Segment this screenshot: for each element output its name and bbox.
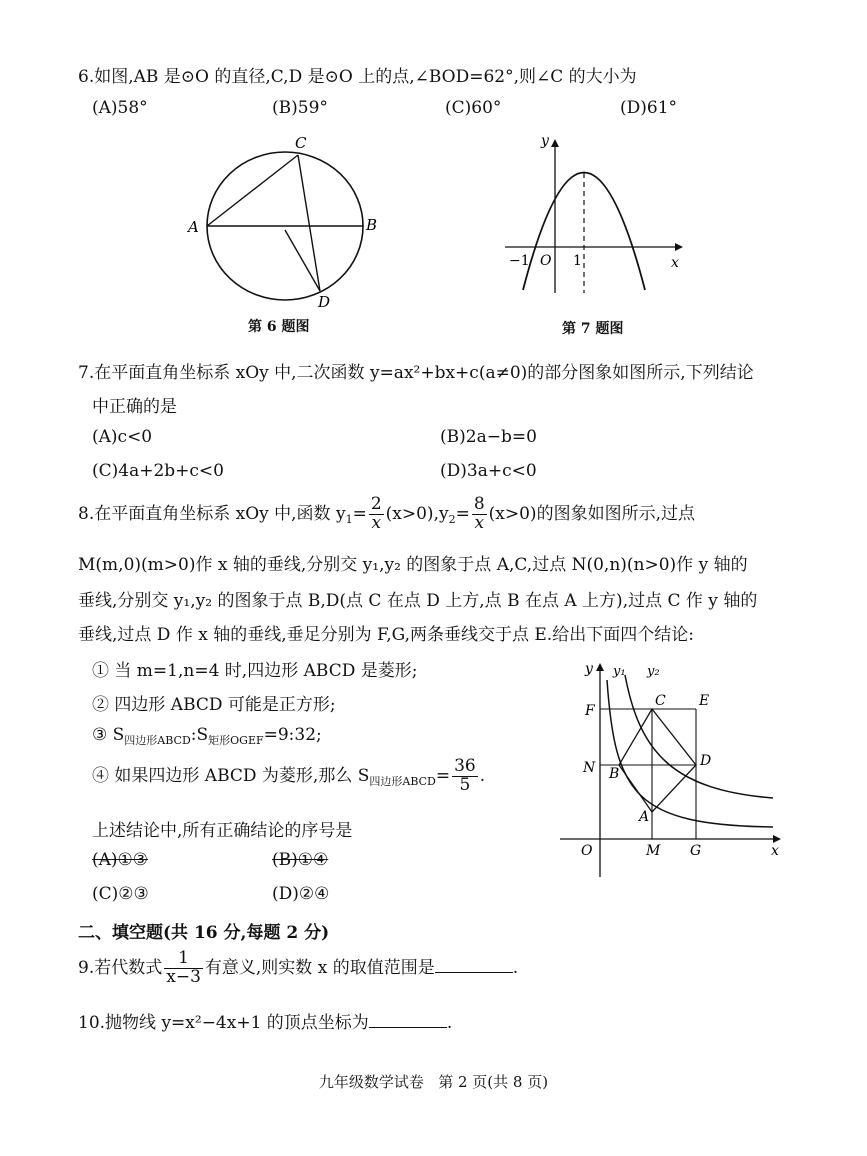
y-axis-arrow [596, 663, 604, 671]
q8-option-b[interactable] [272, 850, 328, 870]
q8-option-a[interactable] [92, 850, 148, 870]
q8-option-c[interactable]: (C)②③ [92, 884, 149, 904]
q8-stem-line4: 垂线,过点 D 作 x 轴的垂线,垂足分别为 F,G,两条垂线交于点 E.给出下面四个结论: [78, 625, 694, 645]
q6-option-a[interactable]: (A)58° [92, 98, 148, 118]
chord-ac [207, 155, 298, 226]
q8-line1-a: 8.在平面直角坐标系 xOy 中,函数 y [78, 503, 346, 524]
q10-pre: 10.抛物线 y=x²−4x+1 的顶点坐标为 [78, 1013, 369, 1033]
page-footer: 九年级数学试卷 第 2 页(共 8 页) [318, 1073, 549, 1091]
q8-c3-sub1: 四边形ABCD [124, 734, 191, 747]
q8-c3-a: ③ S [92, 725, 125, 745]
label-y1: y₁ [613, 664, 626, 679]
label-c: C [295, 134, 307, 152]
q8-c3-b: :S [190, 725, 209, 745]
label-y: y [585, 661, 593, 677]
q8-line1-b: (x>0),y [385, 503, 449, 524]
label-y: y [541, 133, 549, 149]
label-e: E [699, 693, 710, 709]
label-c: C [655, 693, 666, 709]
q10-line [78, 1008, 452, 1033]
q10-answer-blank[interactable] [369, 1013, 447, 1028]
x-axis-arrow [675, 243, 683, 251]
q8-line1-c: (x>0)的图象如图所示,过点 [488, 503, 695, 524]
q8-fraction-36-over-5 [452, 758, 478, 795]
q8-option-b-label: (B)①④ [272, 850, 329, 870]
label-g: G [690, 843, 702, 859]
q8-c4-a: ④ 如果四边形 ABCD 为菱形,那么 S [92, 765, 370, 786]
label-d: D [700, 753, 712, 769]
q7-stem-line2: 中正确的是 [92, 397, 177, 417]
label-x: x [771, 843, 779, 859]
q6-option-c[interactable]: (C)60° [445, 98, 502, 118]
label-n: N [583, 760, 596, 776]
q9-pre: 9.若代数式 [78, 957, 163, 978]
q8-conclusion-1: ① 当 m=1,n=4 时,四边形 ABCD 是菱形; [92, 661, 418, 681]
label-b: B [366, 216, 378, 234]
q8-conclusion-3 [92, 725, 322, 748]
q9-den: x−3 [166, 966, 201, 987]
q9-answer-blank[interactable] [435, 958, 513, 973]
q7-parabola-figure [495, 125, 695, 295]
label-a: A [188, 218, 199, 236]
q8-frac2-num: 8 [473, 494, 485, 514]
q9-end: . [512, 957, 519, 978]
q8-frac1-den: x [371, 512, 382, 533]
q8-sub-y2: 2 [448, 512, 456, 526]
q8-hyperbola-figure [555, 655, 785, 880]
label-x: x [671, 255, 679, 271]
q8-c4-num: 36 [454, 756, 476, 776]
label-o: O [581, 843, 593, 859]
q7-option-b[interactable]: (B)2a−b=0 [440, 427, 537, 447]
q8-stem-line3: 垂线,分别交 y₁,y₂ 的图象于点 B,D(点 C 在点 D 上方,点 B 在点 A 上方),过点 C 作 y 轴的 [78, 591, 758, 611]
q7-stem-line1: 7.在平面直角坐标系 xOy 中,二次函数 y=ax²+bx+c(a≠0)的部分图象如图所示,下列结论 [78, 363, 754, 383]
q8-ask: 上述结论中,所有正确结论的序号是 [92, 821, 353, 841]
q6-circle-figure [180, 128, 390, 313]
q8-fraction-2-over-x [369, 496, 384, 533]
label-d: D [318, 293, 331, 311]
label-1: 1 [573, 253, 582, 269]
label-a: A [639, 809, 650, 825]
q7-option-d[interactable]: (D)3a+c<0 [440, 461, 537, 481]
q8-option-a-label: (A)①③ [92, 850, 149, 870]
q6-option-b[interactable]: (B)59° [272, 98, 328, 118]
q9-line [78, 950, 518, 987]
q9-fraction [164, 950, 203, 987]
label-y2: y₂ [647, 664, 660, 679]
q8-c4-end: . [479, 765, 486, 786]
q9-post: 有意义,则实数 x 的取值范围是 [204, 957, 435, 978]
q8-stem-line2: M(m,0)(m>0)作 x 轴的垂线,分别交 y₁,y₂ 的图象于点 A,C,过点 N(0,n)(n>0)作 y 轴的 [78, 555, 748, 575]
q8-frac2-den: x [474, 512, 485, 533]
q7-option-c[interactable]: (C)4a+2b+c<0 [92, 461, 224, 481]
q8-fraction-8-over-x [472, 496, 487, 533]
q8-conclusion-2: ② 四边形 ABCD 可能是正方形; [92, 695, 336, 715]
label-f: F [585, 703, 595, 719]
label-m: M [646, 843, 661, 859]
q8-option-d[interactable]: (D)②④ [272, 884, 330, 904]
q7-option-a[interactable]: (A)c<0 [92, 427, 153, 447]
y-axis-arrow [551, 139, 559, 147]
q7-caption: 第 7 题图 [562, 321, 624, 337]
x-axis-arrow [773, 835, 781, 843]
q8-sub-y1: 1 [345, 512, 353, 526]
q8-c4-sub: 四边形ABCD [369, 774, 436, 788]
q9-num: 1 [164, 950, 203, 969]
q8-stem-line1: 8.在平面直角坐标系 xOy 中,函数 $y_1=$ $\frac{2}{x}$ $(x>0),y_2=$ $\frac{8}{x}$ (x>0)的图象如图所示,过点 [78, 494, 695, 533]
q8-c4-eq: = [435, 765, 451, 786]
label-b: B [609, 766, 620, 782]
q6-stem: 6.如图,AB 是⊙O 的直径,C,D 是⊙O 上的点,∠BOD=62°,则∠C 的大小为 [78, 67, 637, 87]
q6-caption: 第 6 题图 [248, 319, 310, 335]
q6-option-d[interactable]: (D)61° [620, 98, 678, 118]
label-neg1: −1 [509, 253, 530, 269]
q8-c3-sub2: 矩形OGEF [208, 734, 264, 747]
q10-end: . [446, 1013, 453, 1033]
quad-abcd [619, 709, 696, 812]
q8-frac1-num: 2 [370, 494, 382, 514]
q8-c3-c: =9:32; [263, 725, 322, 745]
q8-conclusion-4 [92, 758, 485, 795]
label-o: O [540, 253, 552, 269]
q8-c4-den: 5 [459, 774, 471, 795]
section-2-heading: 二、填空题(共 16 分,每题 2 分) [78, 923, 330, 943]
